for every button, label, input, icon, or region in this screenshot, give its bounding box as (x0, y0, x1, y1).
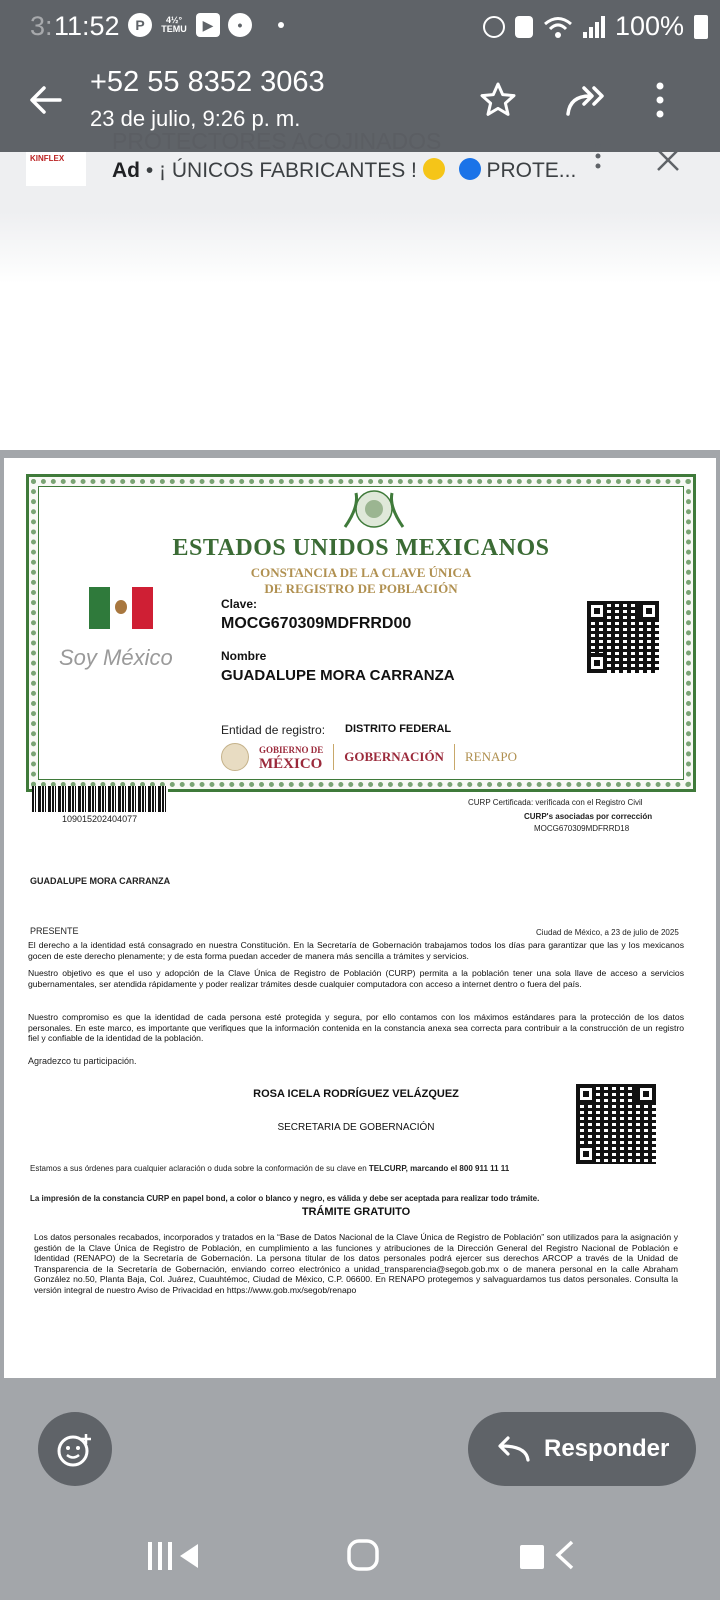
status-time: 11:52 (54, 11, 120, 41)
chat-notification-icon: • (228, 13, 252, 37)
letter-paragraph-3: Nuestro compromiso es que la identidad de cada persona esté protegida y segura, por ello contamos con los máximos estándares para la protección de los datos personales. En este marco, es importante que verifiques que la información contenida en la constancia anexa sea correcta para contribuir a la construcción de un registro fiel y confiable de la identidad de la población. (28, 1012, 684, 1043)
mexico-flag-icon (89, 587, 153, 629)
back-nav-icon[interactable] (518, 1538, 576, 1572)
letter-place-date: Ciudad de México, a 23 de julio de 2025 (536, 928, 679, 937)
entidad-label: Entidad de registro: (221, 723, 326, 737)
battery-percent: 100% (614, 11, 684, 41)
ad-headline-2: PROTE... (486, 159, 577, 182)
free-procedure-label: TRÁMITE GRATUITO (301, 1206, 411, 1218)
print-validity-note: La impresión de la constancia CURP en papel bond, a color o blanco y negro, es válida y debe ser aceptada para realizar todo trámite. (30, 1194, 540, 1203)
reply-button[interactable] (468, 1412, 696, 1486)
certificate-subtitle-2: DE REGISTRO DE POBLACIÓN (264, 581, 458, 596)
ad-banner[interactable] (0, 128, 720, 212)
temu-notification-icon: 4½° TEMU (161, 15, 187, 34)
signal-icon (583, 16, 605, 38)
star-icon[interactable] (478, 80, 518, 120)
clave-label: Clave: (221, 597, 258, 611)
ad-logo: KINFLEX (26, 152, 86, 186)
emoji-add-icon (38, 1412, 112, 1486)
signer-name: ROSA ICELA RODRÍGUEZ VELÁZQUEZ (253, 1088, 459, 1100)
ghost-time: 3: (30, 11, 53, 41)
certificate-body (38, 486, 684, 780)
soy-mexico-slogan: Soy México (59, 645, 173, 670)
ad-fade (0, 212, 720, 450)
reply-arrow-icon (494, 1434, 530, 1464)
renapo-logo: RENAPO (464, 749, 517, 764)
privacy-notice: Los datos personales recabados, incorporados y tratados en la “Base de Datos Nacional de la Clave Única de Registro de Población” son utilizados para la asignación y gestión de la Clave Única de Registro de Población, en cumplimiento a las funciones y atribuciones de la Dirección General del Registro Nacional de Población e Identidad (RENAPO) de la Secretaría de Gobernación. La persona titular de los datos personales podrá ejercer sus derechos ARCOP a través de la Unidad de Transparencia de la Secretaría de Gobernación, enviando correo electrónico a unidad_transparencia@segob.gob.mx o de manera personal en la calle Abraham González no.50, Planta Baja, Col. Juárez, Cuauhtémoc, Ciudad de México, C.P. 06600. En RENAPO protegemos y salvaguardamos tus datos personales. Consulta la versión integral de nuestro Aviso de Privacidad en https://www.gob.mx/segob/renapo (34, 1232, 678, 1295)
recent-apps-icon[interactable] (146, 1540, 202, 1572)
more-notifications-dot-icon (278, 22, 284, 28)
contact-note: Estamos a sus órdenes para cualquier aclaración o duda sobre la conformación de su clave en TELCURP, marcando el 800 911 11 11 (30, 1164, 510, 1173)
wifi-icon (543, 15, 573, 39)
data-saver-icon (515, 16, 533, 38)
emoji-button[interactable] (38, 1412, 112, 1486)
ad-ghost-title: PROTECTORES ACOJINADOS (112, 128, 442, 154)
pinterest-icon: P (128, 13, 152, 37)
alarm-icon (483, 16, 505, 38)
government-logos (221, 743, 517, 771)
back-arrow-icon[interactable] (28, 82, 64, 118)
home-icon[interactable] (346, 1538, 380, 1572)
ad-close-icon[interactable] (654, 146, 682, 174)
signature-qr-code (576, 1084, 656, 1164)
gobierno-de-mexico-logo: GOBIERNO DE MÉXICO (259, 745, 324, 772)
battery-icon (694, 15, 708, 39)
curp-associated-label: CURP's asociadas por corrección (524, 812, 653, 821)
presente-label: PRESENTE (30, 926, 79, 936)
status-bar (0, 0, 720, 52)
logo-divider (454, 744, 455, 770)
signer-title: SECRETARIA DE GOBERNACIÓN (277, 1122, 435, 1133)
ad-tag: Ad (112, 159, 140, 182)
curp-certificate (26, 474, 696, 792)
more-options-icon[interactable] (648, 80, 672, 120)
certificate-subtitle-1: CONSTANCIA DE LA CLAVE ÚNICA (250, 565, 472, 580)
blue-circle-emoji-icon (459, 158, 481, 180)
curp-associated-value: MOCG670309MDFRRD18 (534, 824, 630, 833)
curp-clave: MOCG670309MDFRRD00 (221, 615, 412, 632)
play-store-icon: ▶ (196, 13, 220, 37)
curp-certified-note: CURP Certificada: verificada con el Registro Civil (468, 798, 643, 807)
government-seal-icon (221, 743, 249, 771)
letter-thanks: Agradezco tu participación. (28, 1056, 137, 1066)
certificate-qr-code (587, 601, 659, 673)
barcode-number: 109015202404077 (62, 814, 138, 824)
letter-recipient: GUADALUPE MORA CARRANZA (30, 876, 171, 886)
nombre-label: Nombre (221, 649, 267, 663)
forward-icon[interactable] (564, 80, 608, 120)
gobernacion-logo: GOBERNACIÓN (344, 749, 444, 764)
coat-of-arms-icon (339, 487, 409, 535)
letter-paragraph-2: Nuestro objetivo es que el uso y adopción de la Clave Única de Registro de Población (CURP) permita a la población tener una sola llave de acceso a servicios gubernamentales, ser atendida rápidamente y poder realizar trámites desde cualquier computadora con acceso a internet dentro o fuera del país. (28, 968, 684, 989)
reply-label: Responder (544, 1435, 670, 1462)
sender-number: +52 55 8352 3063 (90, 66, 325, 98)
letter-paragraph-1: El derecho a la identidad está consagrado en nuestra Constitución. En la Secretaría de Gobernación trabajamos todos los días para garantizar que las y los mexicanos gocen de este derecho plenamente; y de esta forma puedan acceder de manera más sencilla a trámites y servicios. (28, 940, 684, 961)
curp-document-image[interactable] (4, 458, 716, 1378)
ad-text[interactable] (112, 158, 576, 183)
message-date: 23 de julio, 9:26 p. m. (90, 106, 301, 131)
holder-name: GUADALUPE MORA CARRANZA (221, 667, 455, 684)
ad-headline: • ¡ ÚNICOS FABRICANTES ! (145, 159, 417, 182)
entidad-value: DISTRITO FEDERAL (345, 723, 452, 735)
barcode (32, 786, 168, 812)
certificate-title: ESTADOS UNIDOS MEXICANOS (172, 535, 550, 561)
smiley-emoji-icon (423, 158, 445, 180)
ad-more-icon[interactable] (594, 142, 602, 176)
logo-divider (333, 744, 334, 770)
